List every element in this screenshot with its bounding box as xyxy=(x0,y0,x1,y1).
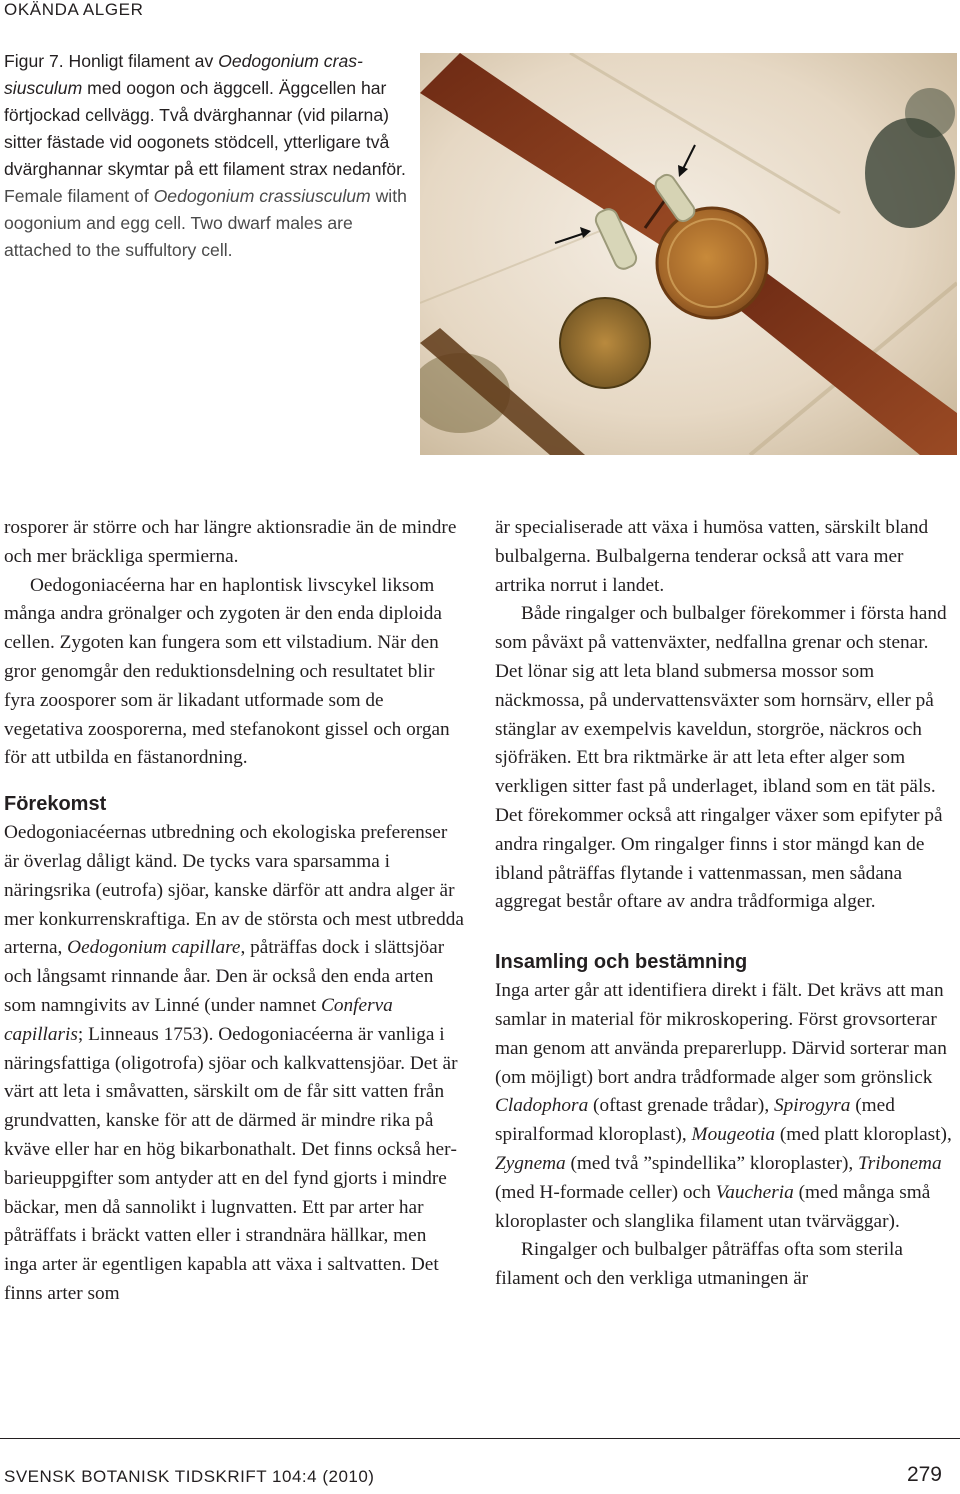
heading-forekomst: Förekomst xyxy=(4,793,107,816)
genus-name: Mougeotia xyxy=(691,1124,776,1146)
text-run: (med spiralformad kloroplast), xyxy=(495,1095,895,1146)
micrograph-illustration xyxy=(420,53,957,455)
text-run: (med H-formade celler) och xyxy=(495,1181,716,1203)
heading-insamling: Insamling och bestämning xyxy=(495,951,748,974)
right-paragraph-3 xyxy=(495,977,955,1236)
left-paragraph-3 xyxy=(4,819,464,1309)
text-run: Oedogoniacéernas utbredning och ekologiska preferenser är överlag dåligt känd. De tycks vara sparsamma i näringsrika (eutrofa) sjöar, kanske därför att andra alger är mer konkurrenskraftiga. En av de största och mest utbredda arterna, xyxy=(4,822,464,959)
genus-name: Zygnema xyxy=(495,1152,566,1174)
genus-name: Vaucheria xyxy=(715,1181,794,1203)
species-name: Oedogonium capillare xyxy=(67,937,241,959)
left-column xyxy=(4,514,464,1309)
text-run: (med många små kloroplaster och slanglika filament utan tvärväggar). xyxy=(495,1181,931,1232)
text-run: (oftast grenade trådar), xyxy=(588,1095,774,1117)
caption-en-prefix: Female filament of xyxy=(4,186,154,206)
caption-sv-species: Oedogonium crassiusculum xyxy=(4,51,363,98)
left-paragraph-2: Oedogoniacéerna har en haplontisk livscykel liksom många andra grönalger och zygoten är den enda diploida cellen. Zygoten kan fungera som ett vilstadium. När den gror genomgår den reduktionsdelning och resultatet blir fyra zoosporer som är likadant utformade som de vegetativa zoosporerna, med stefanokont gissel och organ för att utbilda en fästanordning. xyxy=(4,574,450,769)
caption-en-species: Oedogonium crassiusculum xyxy=(153,186,371,206)
right-paragraph-4: Ringalger och bulbalger påträffas ofta som sterila filament och den verkliga utmaningen är xyxy=(495,1239,903,1290)
text-run: (med platt kloroplast), xyxy=(775,1124,952,1146)
right-paragraph-2: Både ringalger och bulbalger förekommer i första hand som påväxt på vattenväxter, nedfallna grenar och stenar. Det lönar sig att leta bland submersa mossor som näckmossa, på undervattensväxter som hornsärv, eller på stänglar av exempelvis kaveldun, storgröe, näckros och sjöfräken. Ett bra riktmärke är att leta efter alger som verkligen sitter fast på underlaget, ibland som en tät päls. Det förekommer också att ringalger växer som epifyter på andra ringalger. Om ringalger finns i stor mängd kan de ibland påträffas flytande i vattenmassan, men sådana aggregat består oftare av andra trådformiga alger. xyxy=(495,603,947,913)
caption-english xyxy=(4,183,409,264)
footer-journal: SVENSK BOTANISK TIDSKRIFT 104:4 (2010) xyxy=(4,1467,375,1486)
micrograph-figure xyxy=(420,53,957,455)
text-run: (med två ”spindellika” kloroplaster), xyxy=(565,1152,859,1174)
text-run: , påträffas dock i slättsjöar och långsamt rinnande åar. Den är också den enda arten som namngivits av Linné (under namnet xyxy=(4,937,445,1016)
caption-sv-prefix: Figur 7. Honligt filament av xyxy=(4,51,219,71)
page-number: 279 xyxy=(906,1463,942,1486)
genus-name: Spirogyra xyxy=(773,1095,851,1117)
right-column xyxy=(495,514,955,1294)
running-head: OKÄNDA ALGER xyxy=(4,0,144,19)
species-name: Conferva capillaris xyxy=(4,994,393,1045)
genus-name: Tribonema xyxy=(858,1152,942,1174)
left-paragraph-1: rosporer är större och har längre aktionsradie än de mindre och mer bräckliga spermierna. xyxy=(4,517,457,567)
caption-swedish xyxy=(4,48,409,183)
caption-sv-rest: med oogon och äggcell. Äggcellen har förtjockad cellvägg. Två dvärghannar (vid pilarna) sitter fästade vid oogonets stödcell, ytterligare två dvärghannar skymtar på ett filament strax nedanför. xyxy=(4,78,406,179)
footer-rule xyxy=(0,1438,960,1439)
text-run: Inga arter går att identifiera direkt i fält. Det krävs att man samlar in material för mikroskopering. Först grovsorterar man genom att använda preparerlupp. Därvid sorterar man (om möjligt) bort andra trådformade alger som grönslick xyxy=(495,980,947,1088)
right-paragraph-1: är specialiserade att växa i humösa vatten, särskilt bland bulbalgerna. Bulbalgerna tenderar också att vara mer artrika norrut i landet. xyxy=(495,517,929,596)
genus-name: Cladophora xyxy=(495,1095,589,1117)
caption-en-rest: with oogonium and egg cell. Two dwarf males are attached to the suffultory cell. xyxy=(4,186,407,260)
figure-caption xyxy=(4,48,409,264)
text-run: ; Linneaus 1753). Oedogoniacéerna är vanliga i näringsfattiga (oligotrofa) sjöar och kalkvattensjöar. Det är värt att leta i småvatten, särskilt om de får sitt vatten från grundvatten, kanske för att de därmed är mindre rika på kväve eller har en hög bikarbonathalt. Det finns också herbarieuppgifter som antyder att en del fynd gjorts i mindre bäckar, men då sannolikt i lugnvatten. Ett par arter har påträffats i bräckt vatten eller i strandnära hällkar, men inga arter är egentligen kapabla att växa i saltvatten. Det finns arter som xyxy=(4,1023,458,1304)
